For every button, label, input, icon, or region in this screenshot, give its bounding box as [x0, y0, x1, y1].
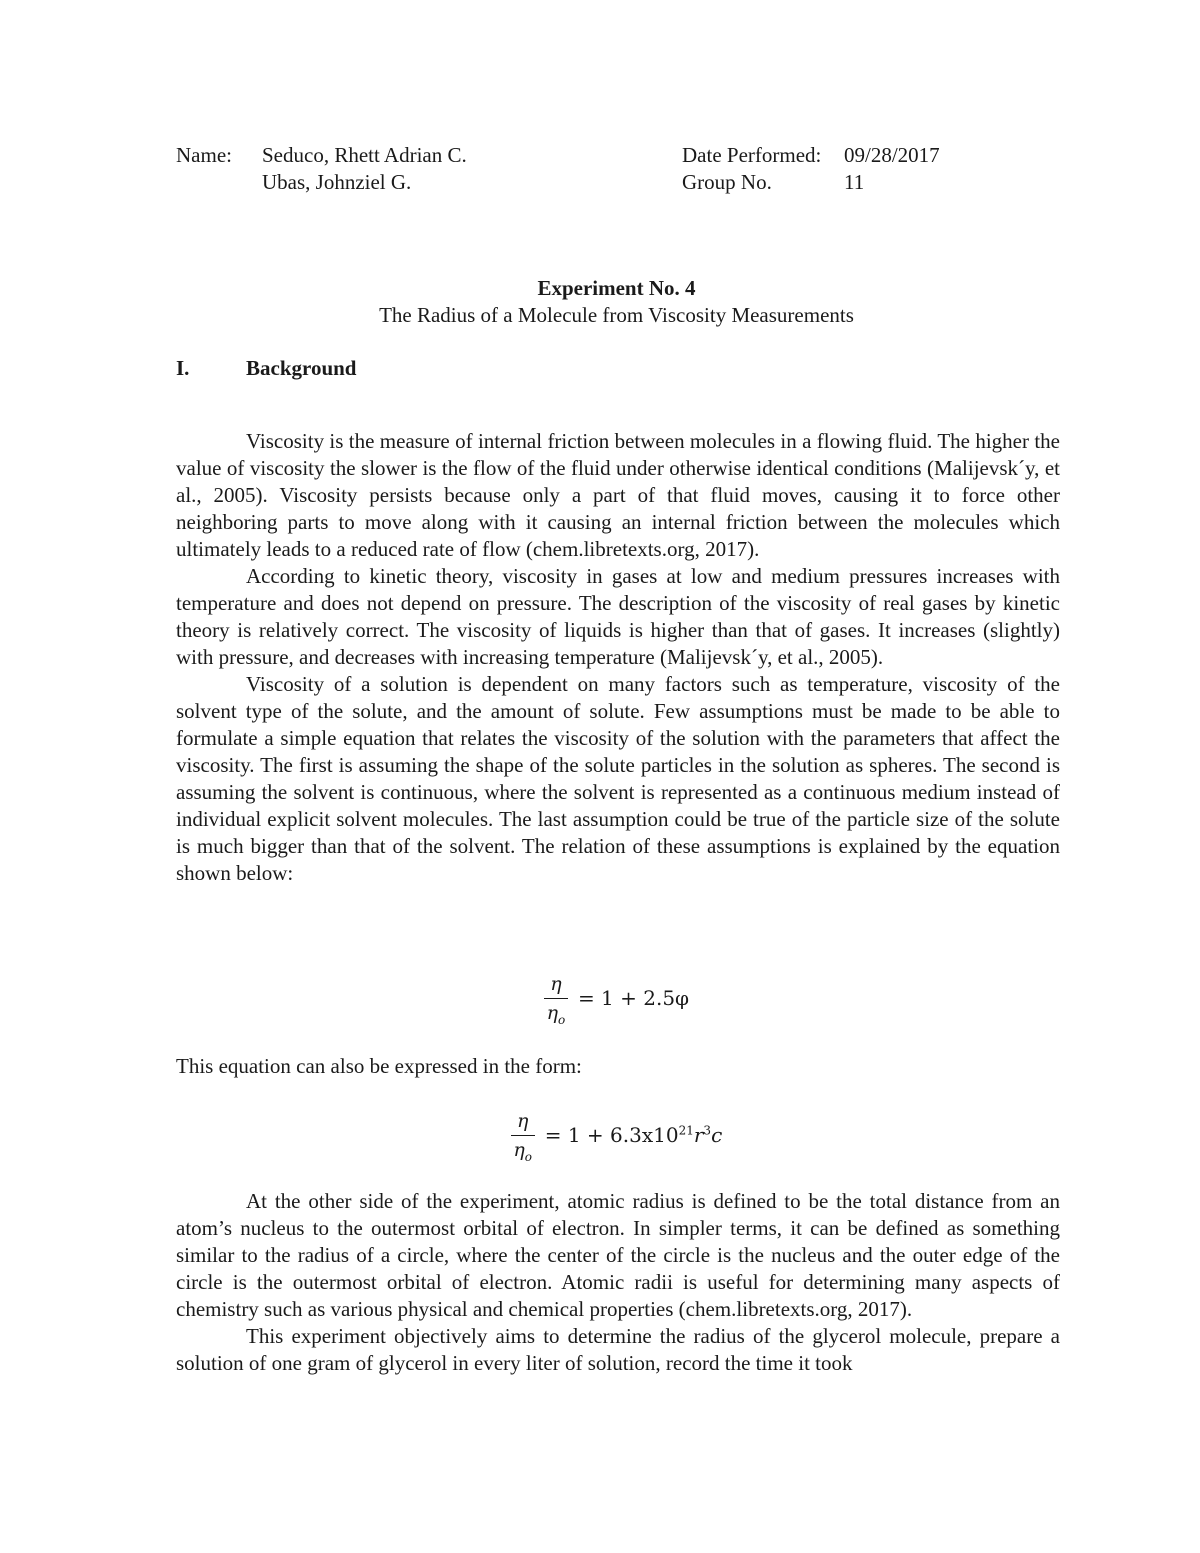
eq2-numerator: η — [517, 1110, 529, 1132]
group-label: Group No. — [682, 170, 772, 194]
header-row-2 — [176, 169, 1036, 196]
section-number: I. — [176, 356, 190, 380]
name-2: Ubas, Johnziel G. — [262, 170, 412, 194]
equation-intro: This equation can also be expressed in the form: — [176, 1054, 582, 1078]
paragraph: At the other side of the experiment, atomic radius is defined to be the total distance from an atom’s nucleus to the outermost orbital of electron. In simpler terms, it can be defined as something similar to the radius of a circle, where the center of the circle is the nucleus and the outer edge of the circle is the outermost orbital of electron. Atomic radii is useful for determining many aspects of chemistry such as various physical and chemical properties (chem.libretexts.org, 2017). — [176, 1189, 1060, 1321]
section-heading — [176, 355, 357, 382]
equation-2-fraction — [511, 1109, 535, 1162]
date-label: Date Performed: — [682, 143, 822, 167]
experiment-title: Experiment No. 4 — [537, 276, 696, 300]
eq1-denominator: $\eta_o$ — [546, 1002, 566, 1027]
fraction-bar — [511, 1135, 535, 1136]
eq1-numerator: η — [550, 973, 562, 995]
equation-1-fraction — [544, 972, 568, 1025]
background-text — [176, 428, 1060, 887]
eq2-denominator: $\eta_o$ — [513, 1139, 533, 1164]
header-block — [176, 142, 1036, 196]
fraction-bar — [544, 998, 568, 999]
atomic-radius-text — [176, 1188, 1060, 1377]
equation-2 — [0, 1107, 1200, 1162]
title-block — [0, 275, 1200, 329]
paragraph: Viscosity is the measure of internal friction between molecules in a flowing fluid. The higher the value of viscosity the slower is the flow of the fluid under otherwise identical conditions (Malijevsk´y, et al., 2005). Viscosity persists because only a part of that fluid moves, causing it to force other neighboring parts to move along with it causing an internal friction between the molecules which ultimately leads to a reduced rate of flow (chem.libretexts.org, 2017). — [176, 429, 1060, 561]
eq2-rhs: = $1 + 6.3x10^{21}r^3c$ — [544, 1123, 723, 1147]
date-value: 09/28/2017 — [844, 143, 940, 167]
paragraph: According to kinetic theory, viscosity in gases at low and medium pressures increases with temperature and does not depend on pressure. The description of the viscosity of real gases by kinetic theory is relatively correct. The viscosity of liquids is higher than that of gases. It increases (slightly) with pressure, and decreases with increasing temperature (Malijevsk´y, et al., 2005). — [176, 564, 1060, 669]
equation-1 — [0, 970, 1200, 1025]
group-value: 11 — [844, 170, 865, 194]
name-label: Name: — [176, 143, 232, 167]
experiment-subtitle: The Radius of a Molecule from Viscosity Measurements — [379, 303, 854, 327]
name-1: Seduco, Rhett Adrian C. — [262, 143, 467, 167]
section-title: Background — [246, 356, 357, 380]
paragraph: Viscosity of a solution is dependent on many factors such as temperature, viscosity of the solvent type of the solute, and the amount of solute. Few assumptions must be made to be able to formulate a simple equation that relates the viscosity of the solution with the parameters that affect the viscosity. The first is assuming the shape of the solute particles in the solution as spheres. The second is assuming the solvent is continuous, where the solvent is represented as a continuous medium instead of individual explicit solvent molecules. The last assumption could be true of the particle size of the solute is much bigger than that of the solvent. The relation of these assumptions is explained by the equation shown below: — [176, 672, 1060, 885]
paragraph: This experiment objectively aims to determine the radius of the glycerol molecule, prepare a solution of one gram of glycerol in every liter of solution, record the time it took — [176, 1324, 1060, 1375]
header-row-1 — [176, 142, 1036, 169]
eq1-rhs: = 1 + 2.5φ — [577, 986, 690, 1010]
